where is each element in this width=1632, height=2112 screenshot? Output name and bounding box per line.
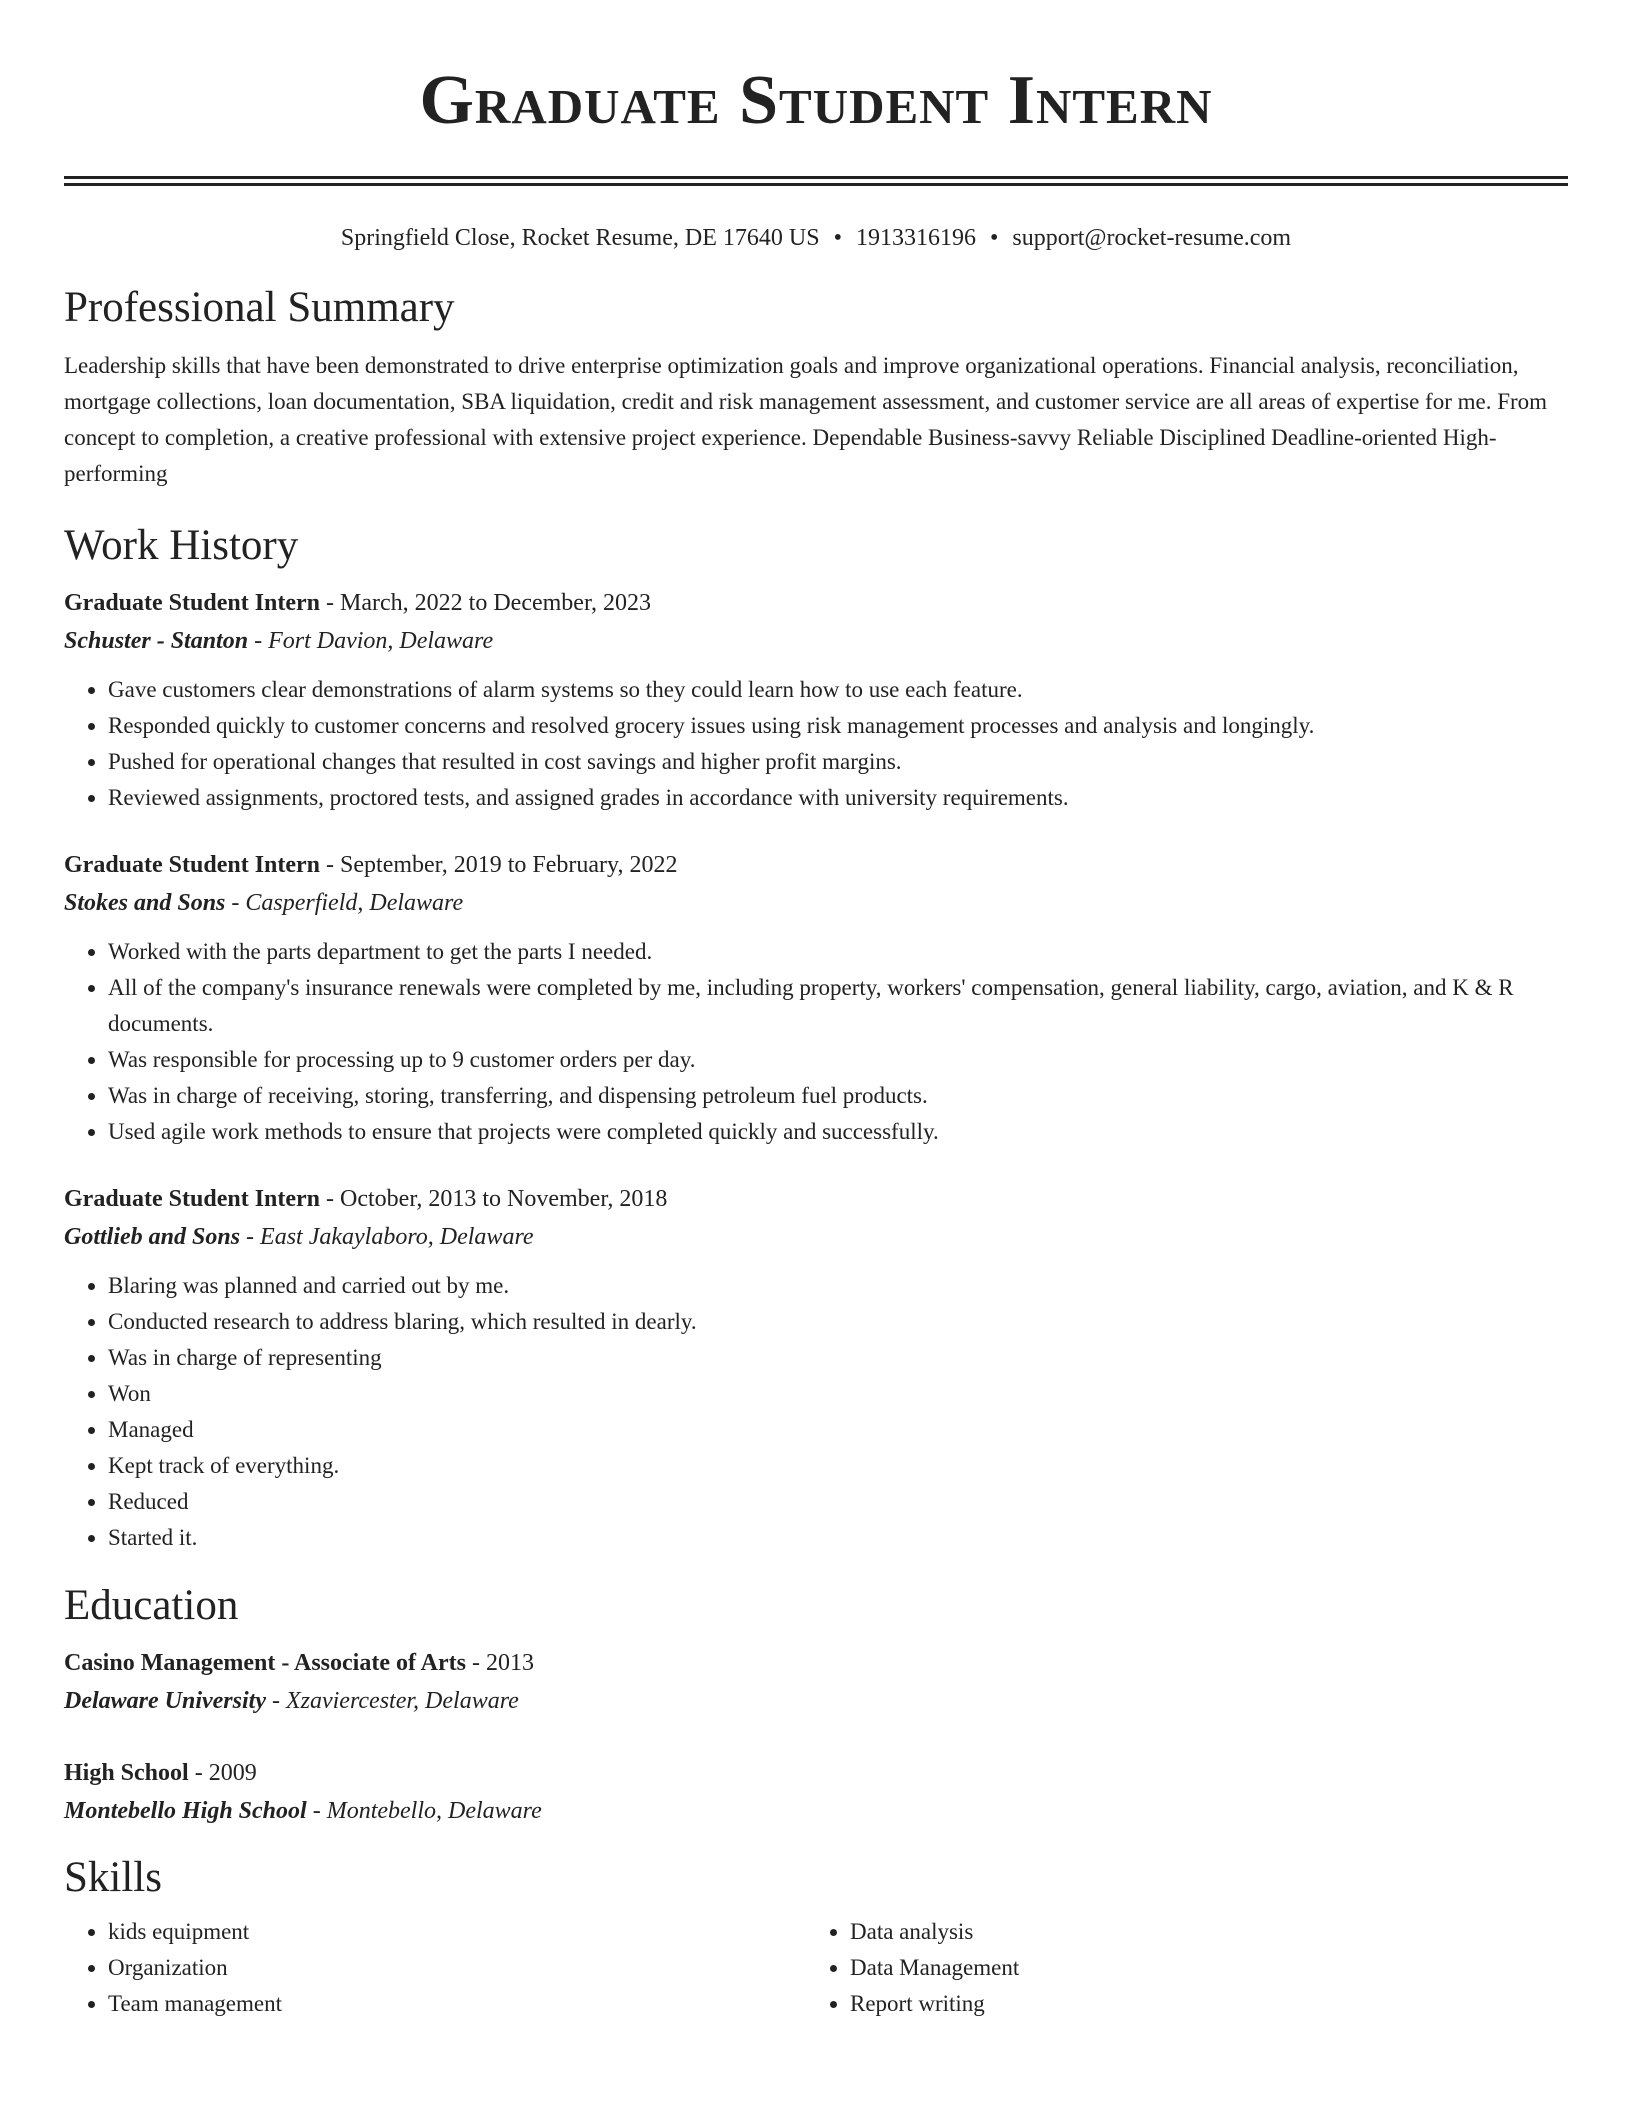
job-title-line — [64, 1180, 1568, 1218]
job-entry — [64, 584, 1568, 816]
education-school: Delaware University — [64, 1688, 266, 1714]
skill-item: • Team management — [108, 1986, 806, 2022]
education-school-line — [64, 1682, 1568, 1720]
job-bullet: • Was responsible for processing up to 9 customer orders per day. — [108, 1042, 1568, 1078]
education-school-line — [64, 1792, 1568, 1830]
job-bullet: • Started it. — [108, 1520, 1568, 1556]
job-title: Graduate Student Intern — [64, 852, 321, 878]
job-company-line — [64, 884, 1568, 922]
job-dates: - September, 2019 to February, 2022 — [320, 852, 678, 878]
job-bullet: • Gave customers clear demonstrations of alarm systems so they could learn how to use each feature. — [108, 672, 1568, 708]
job-bullet: • Kept track of everything. — [108, 1448, 1568, 1484]
job-company: Stokes and Sons — [64, 890, 226, 916]
education-location: - Xzaviercester, Delaware — [265, 1688, 519, 1714]
job-bullet: • Won — [108, 1376, 1568, 1412]
header-double-rule — [64, 176, 1568, 186]
job-dates: - March, 2022 to December, 2023 — [320, 590, 651, 616]
job-dates: - October, 2013 to November, 2018 — [320, 1186, 668, 1212]
education-degree: Casino Management - Associate of Arts — [64, 1650, 466, 1676]
job-location: - Casperfield, Delaware — [225, 890, 464, 916]
contact-phone: 1913316196 — [855, 225, 976, 251]
skill-item: • Data analysis — [850, 1914, 1548, 1950]
contact-address: Springfield Close, Rocket Resume, DE 17640 US — [340, 225, 820, 251]
job-entry — [64, 846, 1568, 1150]
job-bullet: • Was in charge of representing — [108, 1340, 1568, 1376]
contact-separator: • — [989, 225, 999, 251]
summary-text: Leadership skills that have been demonstrated to drive enterprise optimization goals and improve organizational operations. Financial analysis, reconciliation, mortgage collections, loan documentation, SBA liquidation, credit and risk management assessment, and customer service are all areas of expertise for me. From concept to completion, a creative professional with extensive project experience. Dependable Business-savvy Reliable Disciplined Deadline-oriented High-performing — [64, 353, 1548, 486]
summary-heading: Professional Summary — [64, 284, 455, 331]
job-entry — [64, 1180, 1568, 1556]
job-bullet: • Used agile work methods to ensure that projects were completed quickly and successfully. — [108, 1114, 1568, 1150]
job-bullet: • Pushed for operational changes that resulted in cost savings and higher profit margins. — [108, 744, 1568, 780]
skills-list-right — [806, 1914, 1548, 2022]
job-title: Graduate Student Intern — [64, 590, 321, 616]
job-company: Schuster - Stanton — [64, 628, 249, 654]
contact-separator: • — [833, 225, 842, 251]
contact-email: support@rocket-resume.com — [1012, 225, 1292, 251]
education-degree-line — [64, 1754, 1568, 1792]
education-location: - Montebello, Delaware — [306, 1798, 542, 1824]
job-title: Graduate Student Intern — [64, 1186, 321, 1212]
job-title-line — [64, 846, 1568, 884]
education-entry — [64, 1644, 1568, 1720]
skills-list-left — [64, 1914, 806, 2022]
skill-item: • Organization — [108, 1950, 806, 1986]
job-bullet: • Was in charge of receiving, storing, transferring, and dispensing petroleum fuel products. — [108, 1078, 1568, 1114]
job-company: Gottlieb and Sons — [64, 1224, 241, 1250]
education-degree: High School — [64, 1760, 189, 1786]
skills-heading: Skills — [64, 1854, 162, 1901]
job-bullet: • Reviewed assignments, proctored tests, and assigned grades in accordance with university requirements. — [108, 780, 1568, 816]
job-company-line — [64, 1218, 1568, 1256]
education-heading: Education — [64, 1582, 239, 1629]
job-bullet: • Managed — [108, 1412, 1568, 1448]
job-bullets — [64, 1268, 1568, 1556]
education-degree-line — [64, 1644, 1568, 1682]
job-bullets — [64, 672, 1568, 816]
job-bullet: • Reduced — [108, 1484, 1568, 1520]
job-bullets — [64, 934, 1568, 1150]
job-bullet: • Worked with the parts department to get the parts I needed. — [108, 934, 1568, 970]
resume-name: Graduate Student Intern — [419, 62, 1213, 139]
skill-item: • Report writing — [850, 1986, 1548, 2022]
job-title-line — [64, 584, 1568, 622]
work-history-heading: Work History — [64, 522, 299, 569]
skill-item: • kids equipment — [108, 1914, 806, 1950]
job-bullet: • Conducted research to address blaring, which resulted in dearly. — [108, 1304, 1568, 1340]
job-bullet: • Blaring was planned and carried out by me. — [108, 1268, 1568, 1304]
job-bullet: • All of the company's insurance renewals were completed by me, including property, workers' compensation, general liability, cargo, aviation, and K & R documents. — [108, 970, 1568, 1042]
education-entry — [64, 1754, 1568, 1830]
education-year: - 2013 — [465, 1650, 534, 1676]
job-bullet: • Responded quickly to customer concerns and resolved grocery issues using risk management processes and analysis and longingly. — [108, 708, 1568, 744]
contact-line — [64, 222, 1568, 254]
job-location: - East Jakaylaboro, Delaware — [240, 1224, 534, 1250]
education-year: - 2009 — [188, 1760, 257, 1786]
education-school: Montebello High School — [64, 1798, 307, 1824]
skill-item: • Data Management — [850, 1950, 1548, 1986]
job-location: - Fort Davion, Delaware — [248, 628, 494, 654]
skills-columns — [64, 1904, 1568, 2022]
job-company-line — [64, 622, 1568, 660]
